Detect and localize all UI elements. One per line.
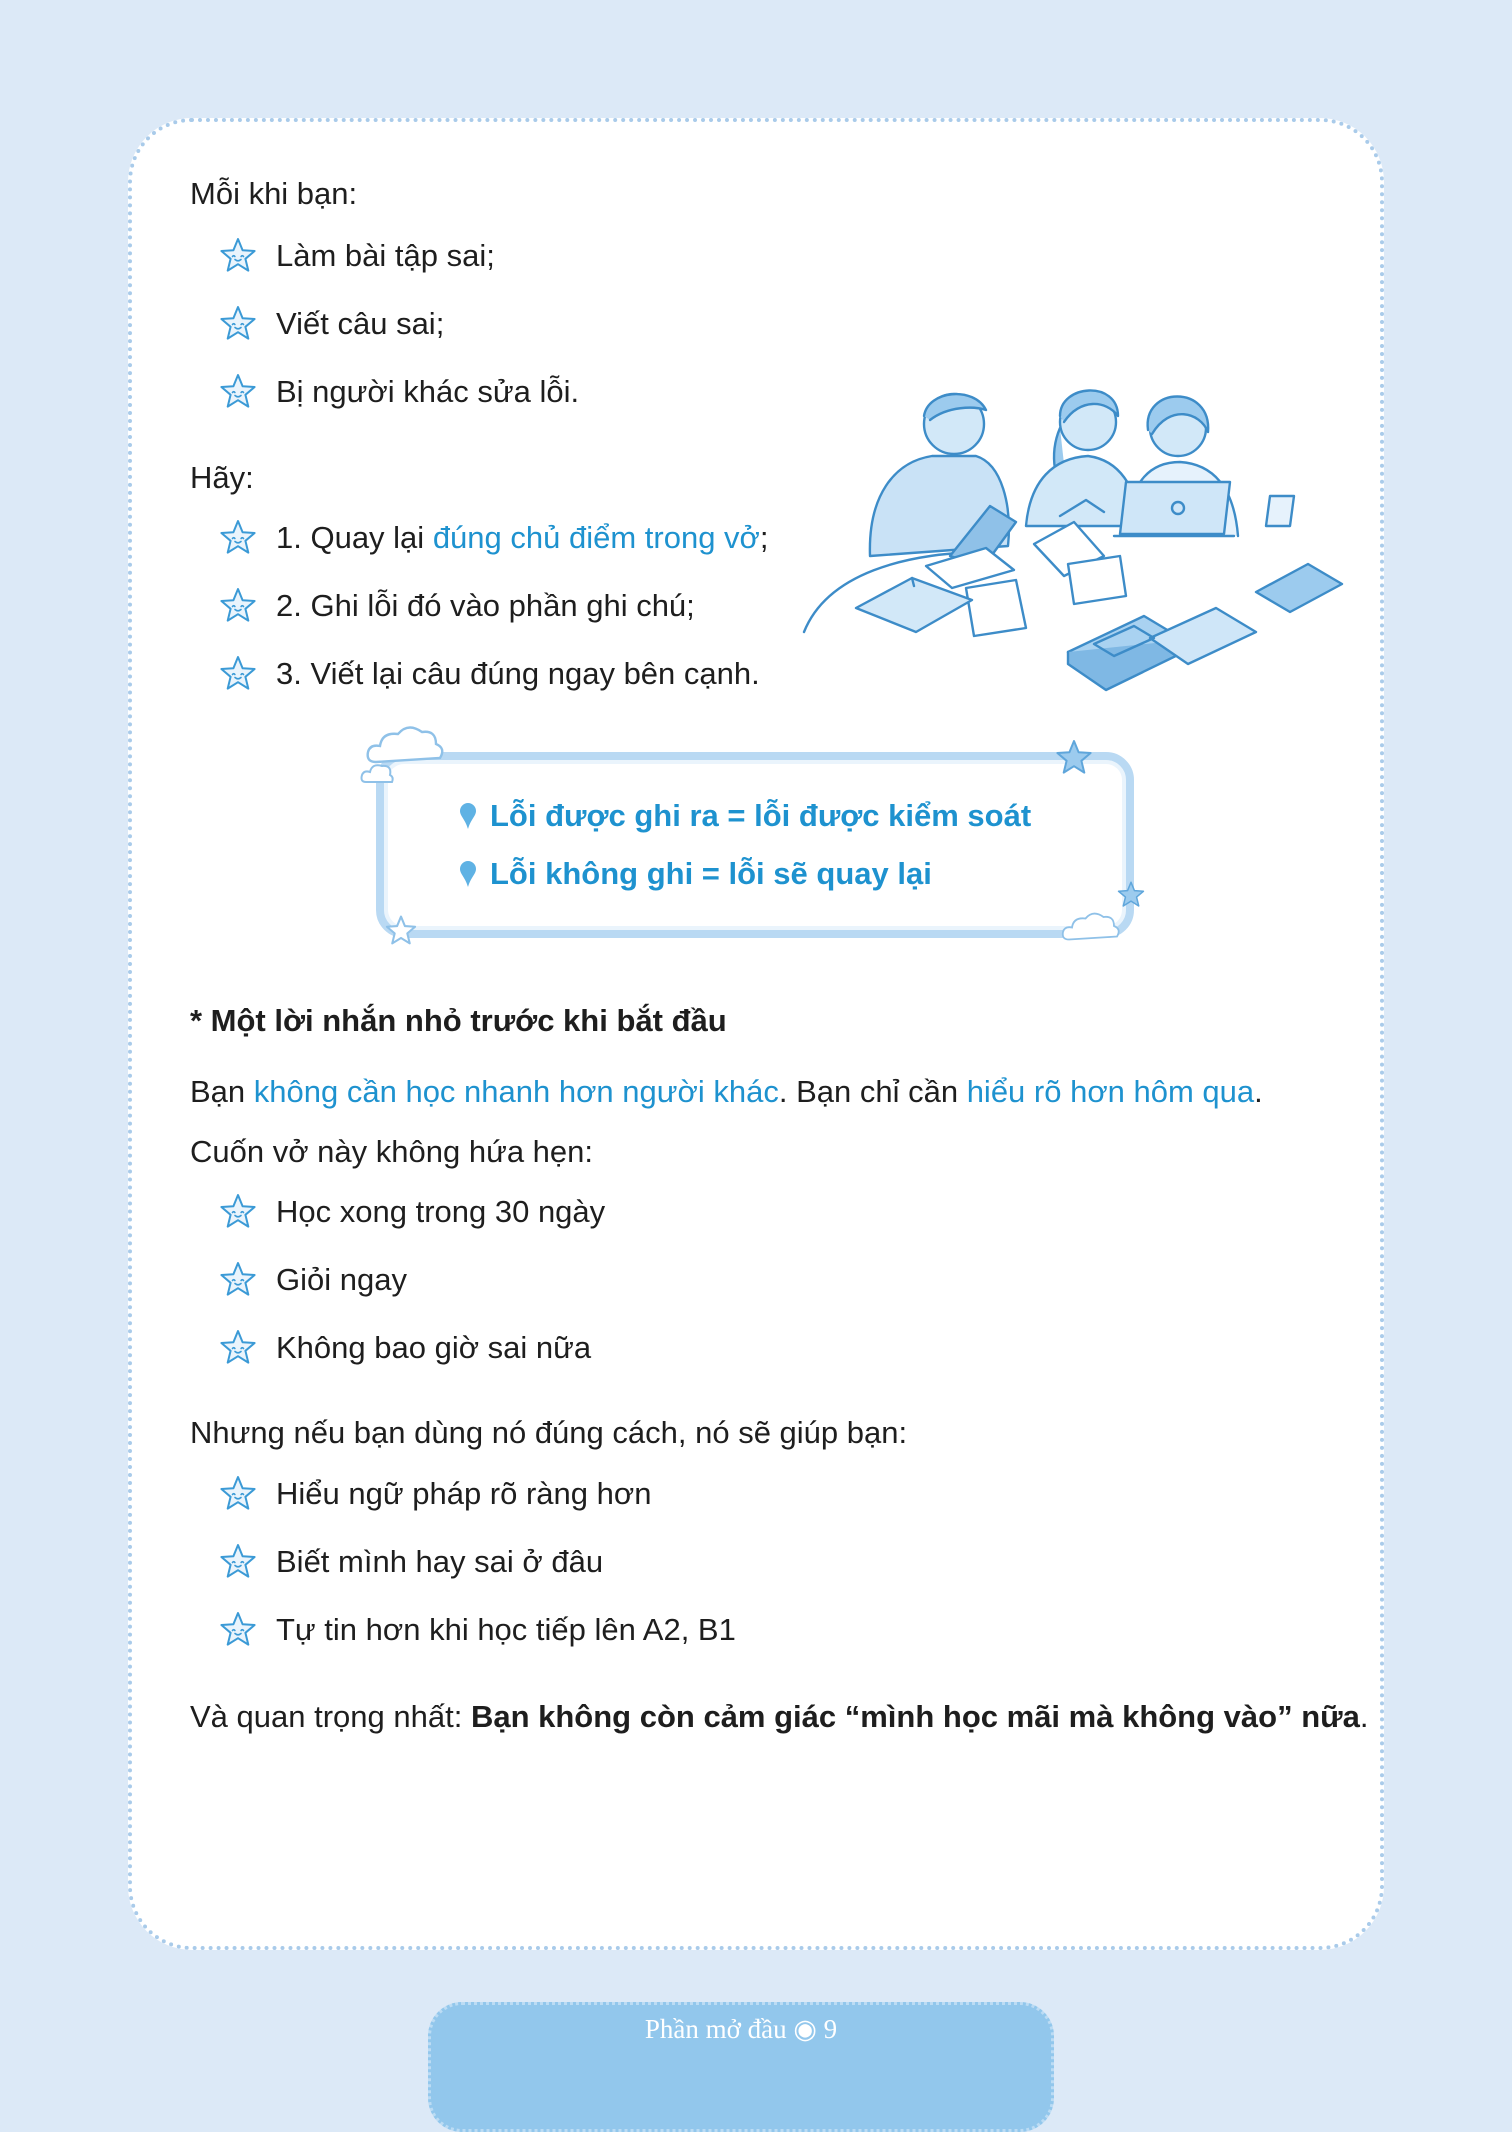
list-item: 2. Ghi lỗi đó vào phần ghi chú; <box>218 584 695 628</box>
list-item: Bị người khác sửa lỗi. <box>218 370 579 414</box>
pin-icon <box>458 801 478 831</box>
smiling-star-icon <box>218 1328 258 1368</box>
list-item: Làm bài tập sai; <box>218 234 495 278</box>
promise-intro: Cuốn vở này không hứa hẹn: <box>190 1134 594 1169</box>
list-item: Tự tin hơn khi học tiếp lên A2, B1 <box>218 1608 736 1652</box>
star-icon <box>384 914 418 948</box>
page-footer: Phần mở đầu ◉ 9 <box>644 2014 838 2044</box>
smiling-star-icon <box>218 372 258 412</box>
conclusion: Và quan trọng nhất: Bạn không còn cảm giác “mình học mãi mà không vào” nữa. <box>190 1699 1369 1734</box>
smiling-star-icon <box>218 1260 258 1300</box>
smiling-star-icon <box>218 586 258 626</box>
callout-line: Lỗi được ghi ra = lỗi được kiểm soát <box>458 798 1031 834</box>
cloud-icon <box>1060 912 1120 946</box>
list-item: Hiểu ngữ pháp rõ ràng hơn <box>218 1472 651 1516</box>
pin-icon <box>458 859 478 889</box>
benefit-intro: Nhưng nếu bạn dùng nó đúng cách, nó sẽ giúp bạn: <box>190 1415 908 1450</box>
students-studying-illustration <box>798 376 1350 706</box>
smiling-star-icon <box>218 654 258 694</box>
callout-box <box>376 752 1134 938</box>
list-item: 3. Viết lại câu đúng ngay bên cạnh. <box>218 652 760 696</box>
list-item: 1. Quay lại đúng chủ điểm trong vở; <box>218 516 769 560</box>
note-paragraph: Bạn không cần học nhanh hơn người khác. Bạn chỉ cần hiểu rõ hơn hôm qua. <box>190 1074 1263 1109</box>
callout-frame <box>376 752 1134 938</box>
smiling-star-icon <box>218 1474 258 1514</box>
smiling-star-icon <box>218 1192 258 1232</box>
smiling-star-icon <box>218 1542 258 1582</box>
list-item: Không bao giờ sai nữa <box>218 1326 591 1370</box>
note-heading: * Một lời nhắn nhỏ trước khi bắt đầu <box>190 1003 727 1038</box>
list-item: Biết mình hay sai ở đâu <box>218 1540 603 1584</box>
smiling-star-icon <box>218 518 258 558</box>
intro-text: Mỗi khi bạn: <box>190 176 358 211</box>
smiling-star-icon <box>218 236 258 276</box>
list-item: Học xong trong 30 ngày <box>218 1190 605 1234</box>
smiling-star-icon <box>218 304 258 344</box>
action-heading: Hãy: <box>190 460 254 495</box>
list-item: Giỏi ngay <box>218 1258 407 1302</box>
list-item: Viết câu sai; <box>218 302 444 346</box>
callout-line: Lỗi không ghi = lỗi sẽ quay lại <box>458 856 932 892</box>
smiling-star-icon <box>218 1610 258 1650</box>
star-icon <box>1116 880 1146 910</box>
cloud-icon <box>360 760 394 788</box>
star-icon <box>1054 738 1094 778</box>
highlight-text: đúng chủ điểm trong vở <box>432 520 760 555</box>
